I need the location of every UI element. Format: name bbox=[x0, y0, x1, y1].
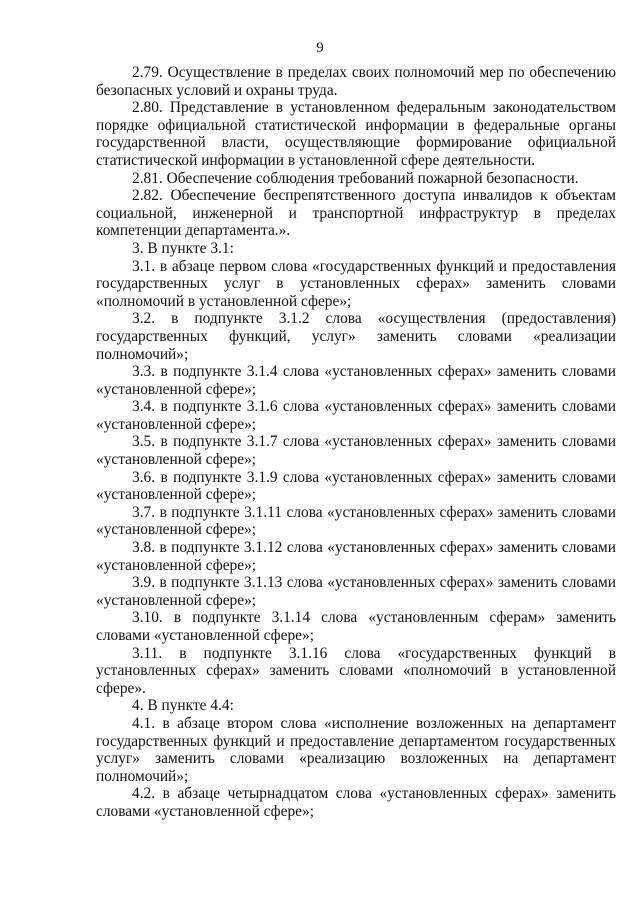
paragraph-3-8: 3.8. в подпункте 3.1.12 слова «установленных сферах» заменить словами «установленной сфере»; bbox=[96, 539, 616, 574]
paragraph-4-2: 4.2. в абзаце четырнадцатом слова «установленных сферах» заменить словами «установленной сфере»; bbox=[96, 785, 616, 820]
paragraph-3-9: 3.9. в подпункте 3.1.13 слова «установленных сферах» заменить словами «установленной сфере»; bbox=[96, 574, 616, 609]
paragraph-2-80: 2.80. Представление в установленном федеральным законодательством порядке официальной статистической информации в федеральные органы государственной власти, осуществляющие формирование официальной статистической информации в установленной сфере деятельности. bbox=[96, 99, 616, 169]
paragraph-3-4: 3.4. в подпункте 3.1.6 слова «установленных сферах» заменить словами «установленной сфере»; bbox=[96, 398, 616, 433]
paragraph-4-1: 4.1. в абзаце втором слова «исполнение возложенных на департамент государственных функций и предоставление департаментом государственных услуг» заменить словами «реализацию возложенных на департамент полномочий»; bbox=[96, 714, 616, 785]
paragraph-4: 4. В пункте 4.4: bbox=[132, 697, 234, 715]
paragraph-2-82: 2.82. Обеспечение беспрепятственного доступа инвалидов к объектам социальной, инженерной и транспортной инфраструктур в пределах компетенции департамента.». bbox=[96, 187, 616, 240]
paragraph-3-11: 3.11. в подпункте 3.1.16 слова «государственных функций в установленных сферах» заменить словами «полномочий в установленной сфере». bbox=[96, 644, 616, 697]
paragraph-3-7: 3.7. в подпункте 3.1.11 слова «установленных сферах» заменить словами «установленной сфере»; bbox=[96, 503, 616, 539]
paragraph-3-2: 3.2. в подпункте 3.1.2 слова «осуществления (предоставления) государственных функций, услуг» заменить словами «реализации полномочий»; bbox=[96, 310, 616, 363]
paragraph-3-5: 3.5. в подпункте 3.1.7 слова «установленных сферах» заменить словами «установленной сфере»; bbox=[96, 433, 616, 469]
paragraph-3-3: 3.3. в подпункте 3.1.4 слова «установленных сферах» заменить словами «установленной сфере»; bbox=[96, 363, 616, 398]
paragraph-3-6: 3.6. в подпункте 3.1.9 слова «установленных сферах» заменить словами «установленной сфере»; bbox=[96, 468, 616, 504]
paragraph-3-1: 3.1. в абзаце первом слова «государственных функций и предоставления государственных услуг в установленных сферах» заменить словами «полномочий в установленной сфере»; bbox=[96, 257, 616, 310]
document-body bbox=[96, 64, 616, 821]
paragraph-3: 3. В пункте 3.1: bbox=[132, 239, 234, 257]
paragraph-2-81: 2.81. Обеспечение соблюдения требований пожарной безопасности. bbox=[132, 169, 579, 187]
page-number: 9 bbox=[316, 40, 324, 56]
paragraph-2-79: 2.79. Осуществление в пределах своих полномочий мер по обеспечению безопасных условий и охраны труда. bbox=[96, 64, 616, 99]
paragraph-3-10: 3.10. в подпункте 3.1.14 слова «установленным сферам» заменить словами «установленной сфере»; bbox=[96, 609, 616, 644]
